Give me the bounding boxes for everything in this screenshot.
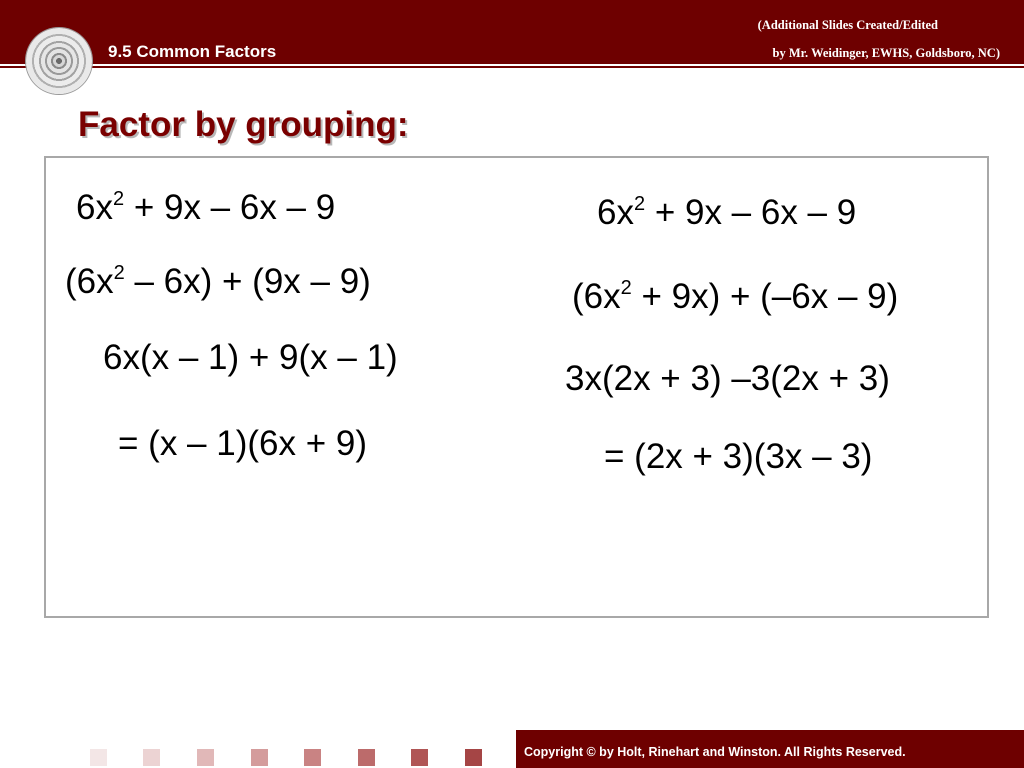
left-eq2-exponent: 2 bbox=[113, 262, 125, 284]
right-eq1-rest: + 9x – 6x – 9 bbox=[645, 193, 857, 232]
footer-square bbox=[251, 749, 268, 766]
left-eq1-rest: + 9x – 6x – 9 bbox=[124, 188, 336, 227]
left-eq2-lead: (6x bbox=[65, 262, 114, 301]
section-title: 9.5 Common Factors bbox=[108, 42, 277, 61]
right-equation-3: 3x(2x + 3) –3(2x + 3) bbox=[565, 359, 890, 398]
footer-square bbox=[411, 749, 428, 766]
left-equation-3: 6x(x – 1) + 9(x – 1) bbox=[103, 338, 398, 377]
left-equation-1 bbox=[76, 188, 335, 233]
credit-line-1: (Additional Slides Created/Edited bbox=[757, 18, 938, 32]
left-equation-4: = (x – 1)(6x + 9) bbox=[118, 424, 367, 463]
right-eq2-exponent: 2 bbox=[620, 277, 632, 299]
right-equation-2 bbox=[572, 277, 898, 322]
slide-title: Factor by grouping: bbox=[78, 105, 409, 144]
footer-square bbox=[197, 749, 214, 766]
copyright-text: Copyright © by Holt, Rinehart and Winston. All Rights Reserved. bbox=[524, 745, 906, 759]
left-eq1-exponent: 2 bbox=[112, 188, 125, 210]
right-eq2-lead: (6x bbox=[572, 277, 621, 316]
concentric-circles-logo-icon bbox=[26, 28, 92, 94]
right-equation-1 bbox=[597, 193, 856, 238]
credit-line-2: by Mr. Weidinger, EWHS, Goldsboro, NC) bbox=[772, 46, 1000, 60]
right-eq1-base: 6x bbox=[597, 193, 634, 232]
left-eq2-rest: – 6x) + (9x – 9) bbox=[124, 262, 371, 301]
right-eq1-exponent: 2 bbox=[633, 193, 646, 215]
footer-square bbox=[465, 749, 482, 766]
footer-square bbox=[358, 749, 375, 766]
left-equation-2 bbox=[65, 262, 371, 307]
right-equation-4: = (2x + 3)(3x – 3) bbox=[604, 437, 873, 476]
footer-square bbox=[90, 749, 107, 766]
footer-square bbox=[143, 749, 160, 766]
footer-square bbox=[304, 749, 321, 766]
right-eq2-rest: + 9x) + (–6x – 9) bbox=[631, 277, 899, 316]
header-rule bbox=[0, 66, 1024, 68]
left-eq1-base: 6x bbox=[76, 188, 113, 227]
